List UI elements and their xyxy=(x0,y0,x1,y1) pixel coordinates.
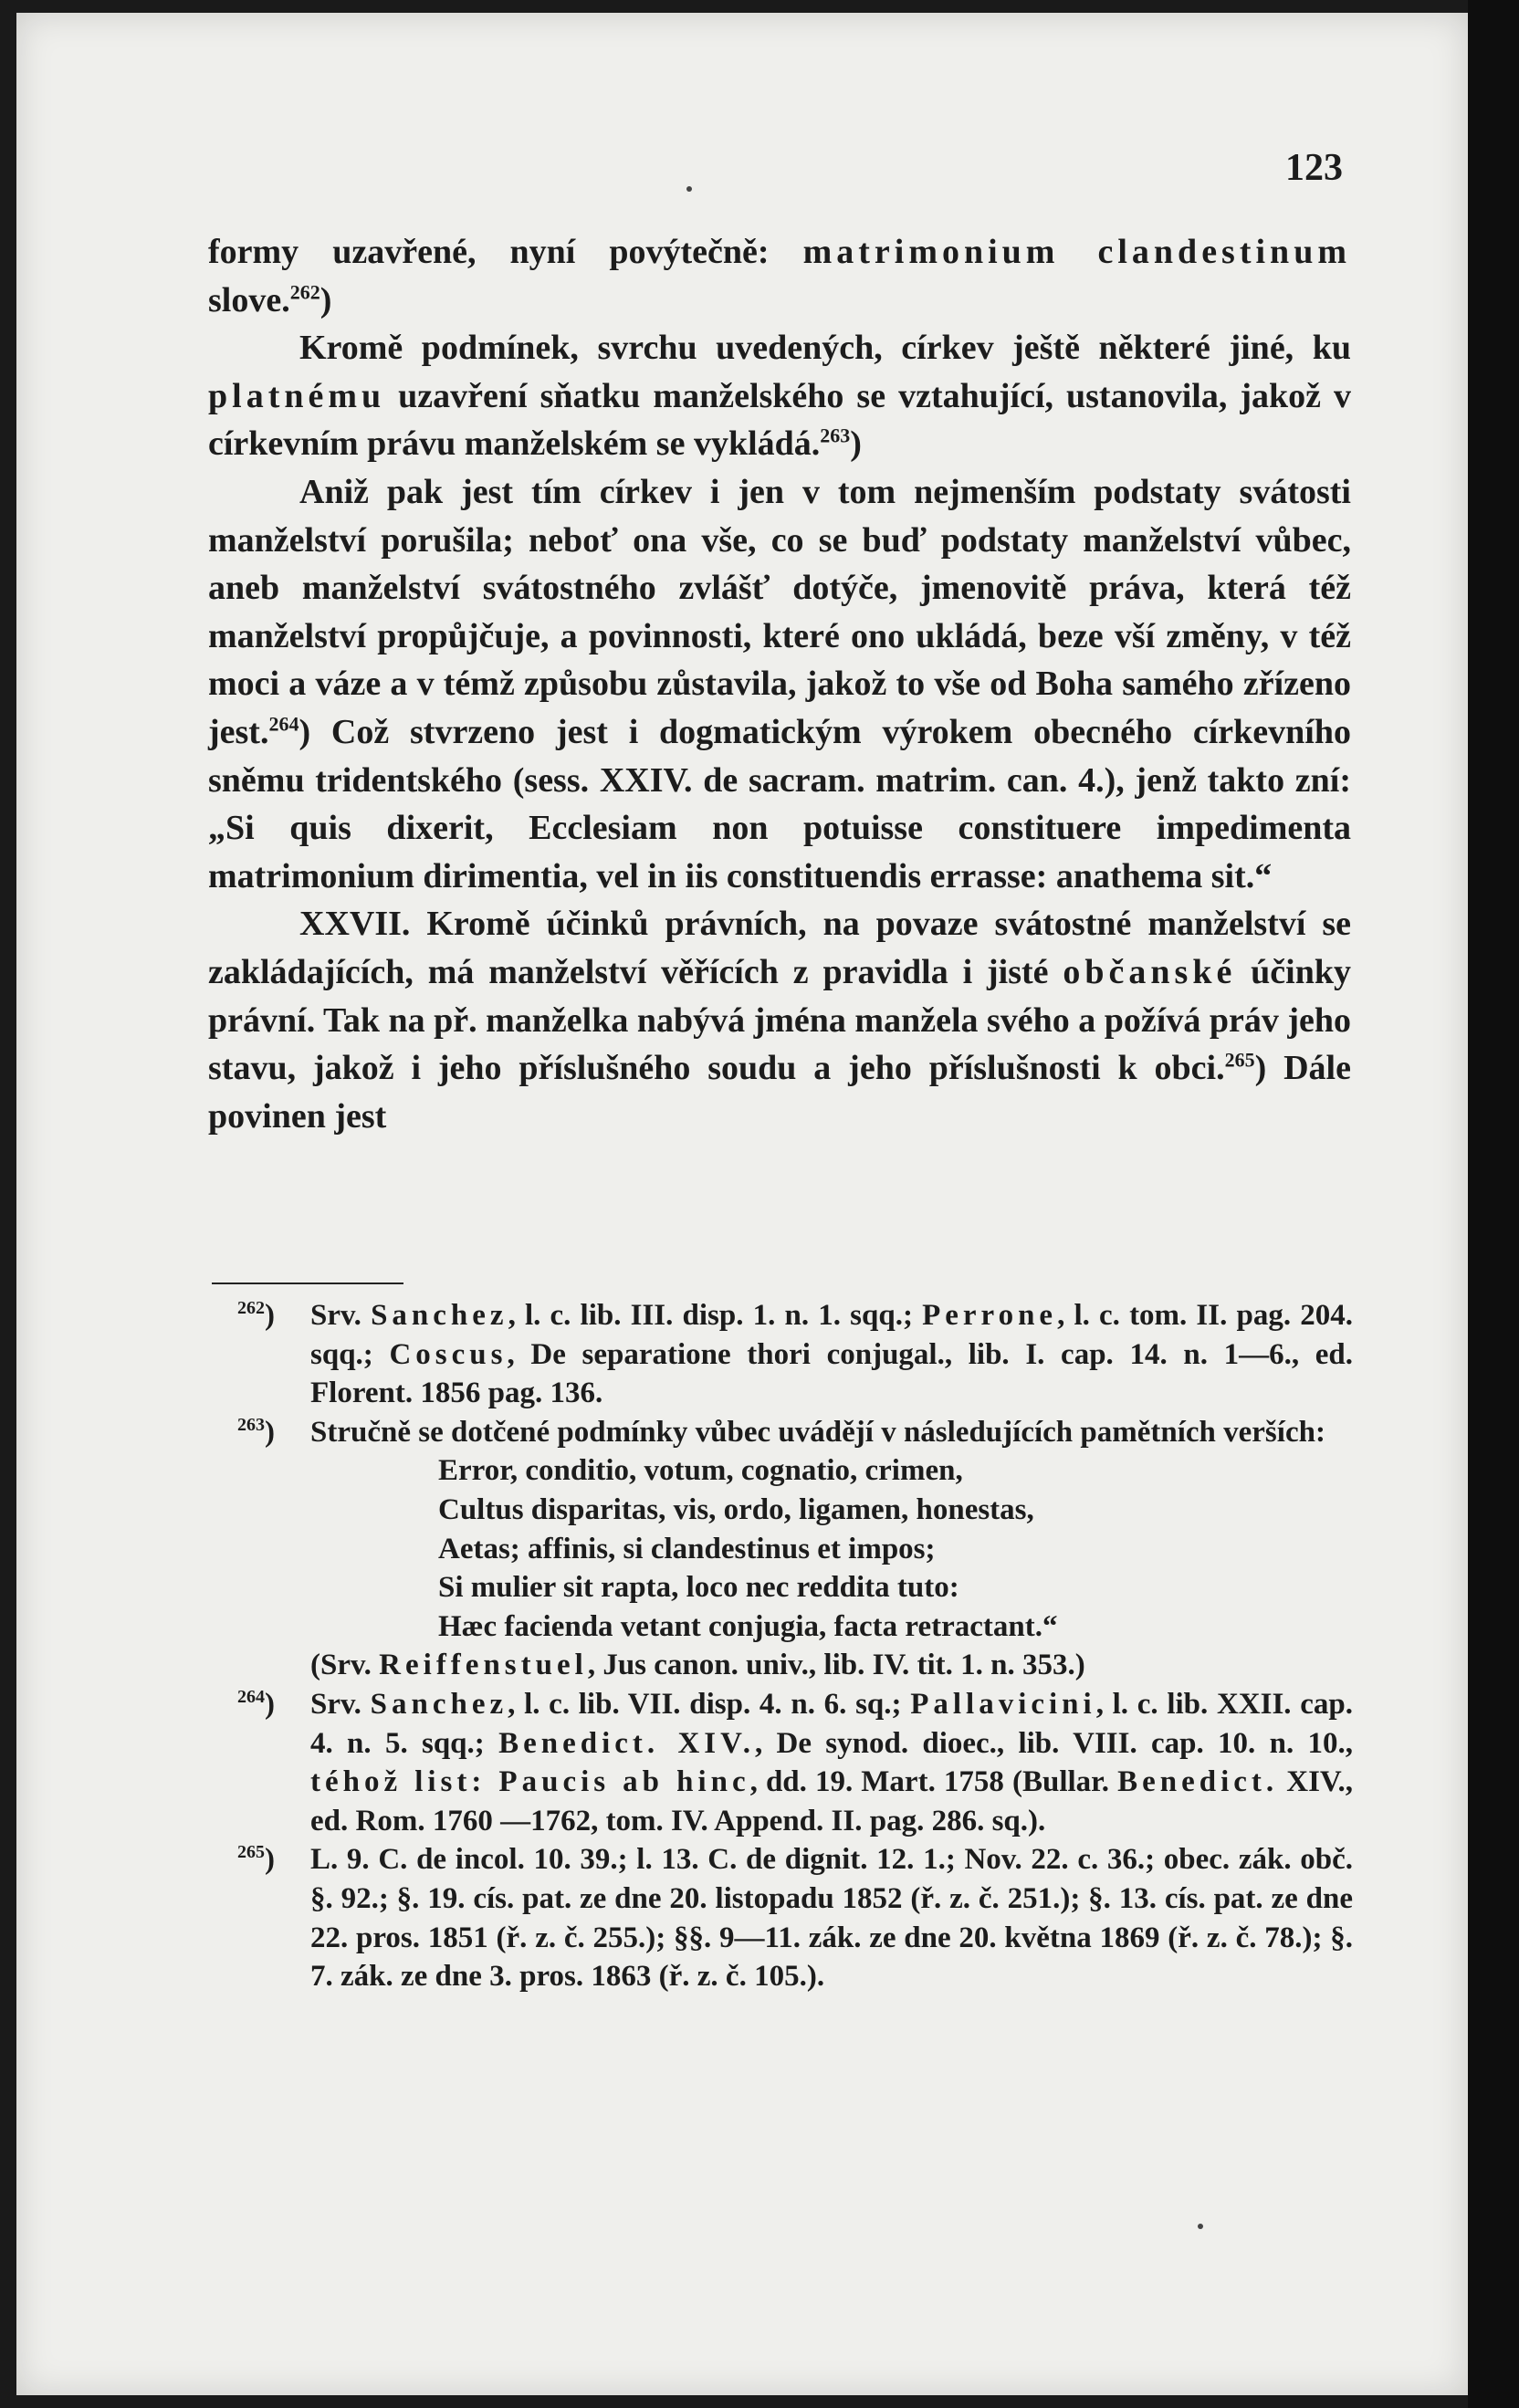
footnote-ref[interactable]: 265 xyxy=(1224,1048,1255,1072)
footnote-divider xyxy=(212,1283,403,1284)
footnote-264: $^{264}$) Srv. Sanchez, l. c. lib. VII. disp. 4. n. 6. sq.; Pallavicini, l. c. lib. XXII. cap. 4. n. 5. sqq.; Benedict. XIV., De synod. dioec., lib. VIII. cap. 10. n. 10., téhož list: Paucis ab hinc, dd. 19. Mart. 1758 (Bullar. Benedict. XIV., ed. Rom. 1760 —1762, tom. IV. Append. II. pag. 286. sq.). xyxy=(237,1686,1354,1837)
footnote-ref[interactable]: 262 xyxy=(289,279,320,303)
footnote-263: $^{263}$) Stručně se dotčené podmínky vůbec uvádějí v následujících pamětních verších: Error, conditio, votum, cognatio, crimen, Cultus disparitas, vis, ordo, ligamen, honestas, Aetas; affinis, si clandestinus et impos; Si mulier sit rapta, loco nec reddita tuto: Hæc facienda vetant conjugia, facta retractant.“ (Srv. Reiffenstuel, Jus canon. univ., lib. IV. tit. 1. n. 353.) xyxy=(237,1413,1353,1685)
verse-line: Aetas; affinis, si clandestinus et impos; xyxy=(438,1532,936,1565)
main-text xyxy=(208,228,1351,1140)
footnote-262: $^{262}$) Srv. Sanchez, l. c. lib. III. disp. 1. n. 1. sqq.; Perrone, l. c. tom. II. pag. 204. sqq.; Coscus, De separatione thori conjugal., lib. I. cap. 14. n. 1—6., ed. Florent. 1856 pag. 136. xyxy=(237,1298,1353,1410)
verse-line: Si mulier sit rapta, loco nec reddita tuto: xyxy=(438,1571,959,1605)
footnote-ref[interactable]: 263 xyxy=(820,424,851,447)
verse-block xyxy=(310,1451,1353,1646)
footnote-ref[interactable]: 264 xyxy=(268,712,299,736)
footnotes xyxy=(237,1296,1353,1996)
verse-line: Cultus disparitas, vis, ordo, ligamen, honestas, xyxy=(438,1492,1034,1526)
paragraph: Kromě podmínek, svrchu uvedených, církev ještě některé jiné, ku platnému uzavření sňatku manželského se vztahující, ustanovila, jakož v církevním právu manželském se vykládá.$^{263}$) xyxy=(208,329,1351,464)
paragraph: formy uzavřené, nyní povýtečně: matrimonium clandestinum slove.$^{262}$) xyxy=(208,233,1351,319)
verse-line: Error, conditio, votum, cognatio, crimen, xyxy=(438,1454,963,1488)
footnote-265: $^{265}$) L. 9. C. de incol. 10. 39.; l. 13. C. de dignit. 12. 1.; Nov. 22. c. 36.; obec. zák. obč. §. 92.; §. 19. cís. pat. ze dne 20. listopadu 1852 (ř. z. č. 251.); §. 13. cís. pat. ze dne 22. pros. 1851 (ř. z. č. 255.); §§. 9—11. zák. ze dne 20. května 1869 (ř. z. č. 78.); §. 7. zák. ze dne 3. pros. 1863 (ř. z. č. 105.). xyxy=(237,1842,1353,1994)
speck xyxy=(686,186,692,192)
speck xyxy=(1198,2224,1203,2229)
paragraph: Aniž pak jest tím církev i jen v tom nejmenším podstaty svátosti manželství porušila; neboť ona vše, co se buď podstaty manželství vůbec, aneb manželství svátostného zvlášť dotýče, jmenovitě práva, která též manželství propůjčuje, a povinnosti, které ono ukládá, beze vší změny, v též moci a váze a v témž způsobu zůstavila, jakož to vše od Boha samého zřízeno jest.$^{264}$) Což stvrzeno jest i dogmatickým výrokem obecného církevního sněmu tridentského (sess. XXIV. de sacram. matrim. can. 4.), jenž takto zní: „Si quis dixerit, Ecclesiam non potuisse constituere impedimenta matrimonium dirimentia, vel in iis constituendis errasse: anathema sit.“ xyxy=(208,472,1351,895)
paragraph: XXVII. Kromě účinků právních, na povaze svátostné manželství se zakládajících, má manželství věřících z pravidla i jisté občanské účinky právní. Tak na př. manželka nabývá jména manžela svého a požívá práv jeho stavu, jakož i jeho příslušného soudu a jeho příslušnosti k obci.$^{265}$) Dále povinen jest xyxy=(208,905,1352,1136)
verse-line: Hæc facienda vetant conjugia, facta retractant.“ xyxy=(438,1609,1058,1643)
page-number: 123 xyxy=(1285,147,1343,189)
scan-edge xyxy=(1468,0,1519,2408)
